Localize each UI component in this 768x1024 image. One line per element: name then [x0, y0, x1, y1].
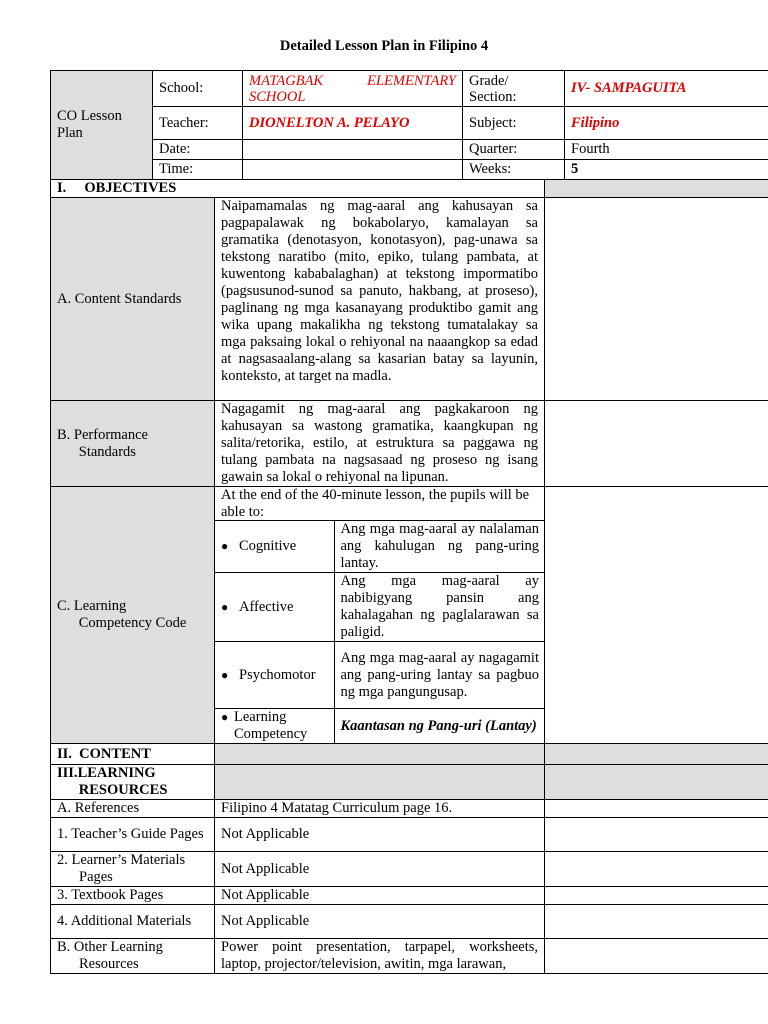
subject-label: Subject:	[463, 107, 565, 140]
additional-materials-value: Not Applicable	[215, 905, 545, 939]
learners-materials-label: 2. Learner’s Materials Pages	[51, 852, 215, 887]
school-value: MATAGBAK ELEMENTARY SCHOOL	[243, 71, 463, 107]
learning-competency-cell	[215, 487, 545, 744]
content-standards-label: A. Content Standards	[51, 198, 215, 401]
quarter-label: Quarter:	[463, 140, 565, 160]
subject-value: Filipino	[565, 107, 768, 140]
additional-materials-label: 4. Additional Materials	[51, 905, 215, 939]
content-standards-extra	[545, 198, 768, 401]
objectives-heading-extra	[545, 180, 768, 198]
domain-learning-competency-text: Kaantasan ng Pang-uri (Lantay)	[334, 709, 545, 744]
document-title: Detailed Lesson Plan in Filipino 4	[279, 38, 489, 54]
learning-competency-label: C. Learning Competency Code	[51, 487, 215, 744]
learning-resources-extra	[545, 765, 768, 800]
weeks-value: 5	[565, 160, 768, 180]
domain-psychomotor-text: Ang mga mag-aaral ay nagagamit ang pang-uring lantay sa pagbuo ng mga pangungusap.	[334, 642, 545, 709]
time-value	[243, 160, 463, 180]
grade-label: Grade/ Section:	[463, 71, 565, 107]
references-extra	[545, 800, 768, 818]
teacher-label: Teacher:	[153, 107, 243, 140]
school-label: School:	[153, 71, 243, 107]
domain-psychomotor: ● Psychomotor	[215, 642, 334, 709]
domains-table	[215, 520, 545, 743]
time-label: Time:	[153, 160, 243, 180]
date-value	[243, 140, 463, 160]
objectives-heading: I. OBJECTIVES	[51, 180, 545, 198]
references-label: A. References	[51, 800, 215, 818]
domain-affective: ● Affective	[215, 573, 334, 642]
content-extra	[545, 744, 768, 765]
content-heading: II. CONTENT	[51, 744, 215, 765]
learning-resources-value	[215, 765, 545, 800]
references-value: Filipino 4 Matatag Curriculum page 16.	[215, 800, 545, 818]
performance-standards-text: Nagagamit ng mag-aaral ang pagkakaroon ng kahusayan sa wastong gramatika, kaangkupan ng salita/retorika, estilo, at estruktura sa paggawa ng tulang pambata na nagsasaad ng proseso ng isang gawain sa lokal o rehiyonal na lipunan.	[215, 401, 545, 487]
domain-cognitive: ● Cognitive	[215, 521, 334, 573]
content-value	[215, 744, 545, 765]
additional-materials-extra	[545, 905, 768, 939]
lesson-plan-table	[50, 179, 768, 974]
teachers-guide-value: Not Applicable	[215, 818, 545, 852]
domain-learning-competency: ● Learning Competency	[215, 709, 334, 744]
textbook-pages-extra	[545, 887, 768, 905]
learners-materials-value: Not Applicable	[215, 852, 545, 887]
learning-resources-heading: III.LEARNING RESOURCES	[51, 765, 215, 800]
other-resources-value: Power point presentation, tarpapel, worksheets, laptop, projector/television, awitin, mga larawan,	[215, 939, 545, 974]
weeks-label: Weeks:	[463, 160, 565, 180]
competency-intro: At the end of the 40-minute lesson, the pupils will be able to:	[221, 487, 530, 520]
teacher-value: DIONELTON A. PELAYO	[243, 107, 463, 140]
date-label: Date:	[153, 140, 243, 160]
teachers-guide-extra	[545, 818, 768, 852]
header-table	[50, 70, 768, 180]
textbook-pages-label: 3. Textbook Pages	[51, 887, 215, 905]
teachers-guide-label: 1. Teacher’s Guide Pages	[51, 818, 215, 852]
domain-affective-text: Ang mga mag-aaral ay nabibigyang pansin ang kahalagahan ng paglalarawan sa paligid.	[334, 573, 545, 642]
co-lesson-plan-label: CO Lesson Plan	[51, 71, 153, 180]
textbook-pages-value: Not Applicable	[215, 887, 545, 905]
grade-value: IV- SAMPAGUITA	[565, 71, 768, 107]
quarter-value: Fourth	[565, 140, 768, 160]
content-standards-text: Naipamamalas ng mag-aaral ang kahusayan sa pagpapalawak ng bokabolaryo, kamalayan sa gramatika (denotasyon, konotasyon), pag-unawa sa tekstong naratibo (mito, epiko, tulang pambata, at kuwentong kababalaghan) at tekstong impormatibo (pagsusunod-sunod sa panuto, hakbang, at proseso), paglinang ng mga kasanayang produktibo gamit ang wika upang makalikha ng tekstong tumatalakay sa mga paksaing lokal o rehiyonal na naaangkop sa edad at nagsasaalang-alang sa kasarian batay sa layunin, konteksto, at target na madla.	[215, 198, 545, 401]
learners-materials-extra	[545, 852, 768, 887]
learning-competency-extra	[545, 487, 768, 744]
performance-standards-extra	[545, 401, 768, 487]
other-resources-extra	[545, 939, 768, 974]
domain-cognitive-text: Ang mga mag-aaral ay nalalaman ang kahulugan ng pang-uring lantay.	[334, 521, 545, 573]
other-resources-label: B. Other Learning Resources	[51, 939, 215, 974]
performance-standards-label: B. Performance Standards	[51, 401, 215, 487]
